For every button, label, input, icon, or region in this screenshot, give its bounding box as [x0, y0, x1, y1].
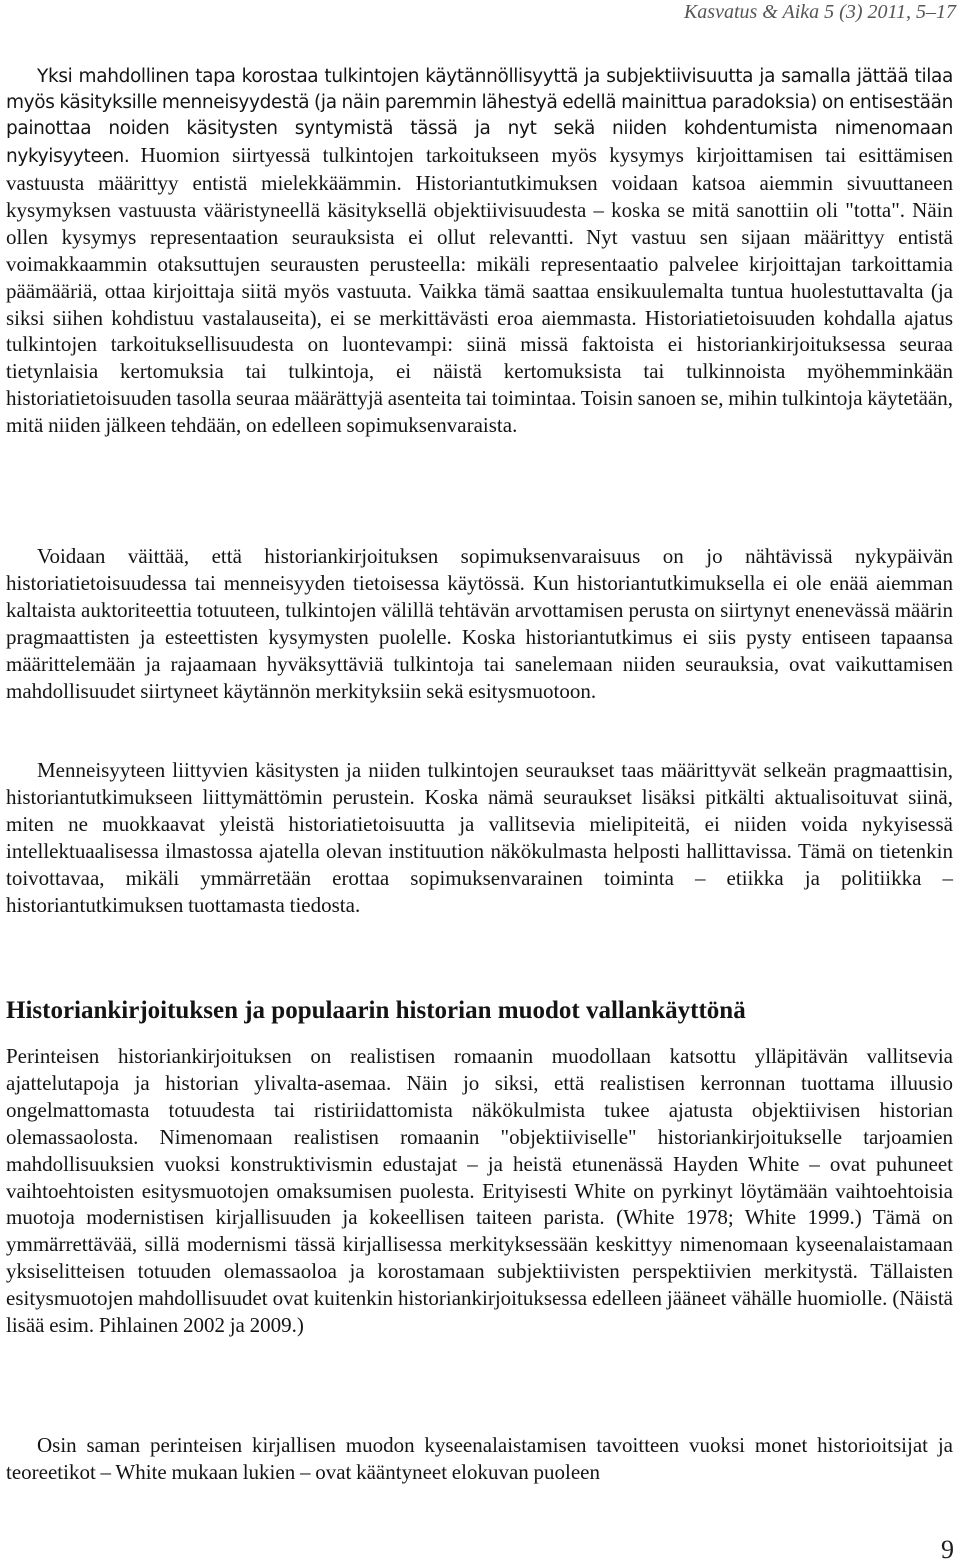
- paragraph-1: [6, 64, 953, 439]
- running-header: Kasvatus & Aika 5 (3) 2011, 5–17: [683, 1, 956, 23]
- paragraph-1-serif-text-b: Nyt vastuu sen sijaan määrittyy entistä voimakkaammin otaksuttujen seurausten perusteella: mikäli representaatio palvelee kirjoittajan tarkoittamia päämääriä, ottaa kirjoittaja siitä myös vastuuta. Vaikka tämä saattaa ensikuulemalta tuntua huolestuttavalta (ja siksi siihen kohdistuu vastalauseita), ei se merkittävästi eroa aiemmasta. Historiatietoisuuden kohdalla ajatus tulkintojen tarkoituksellisuudesta on luontevampi: siinä missä faktoista ei historiankirjoituksessa seuraa tietynlaisia kertomuksia tai tulkintoja, ei näistä kertomuksista tai tulkinnoista myöhemminkään historiatietoisuuden tasolla seuraa määrättyjä asenteita tai toimintaa. Toisin sanoen se, mihin tulkintoja käytetään, mitä niiden jälkeen tehdään, on edelleen sopimuksenvaraista.: [6, 224, 953, 438]
- section-heading: Historiankirjoituksen ja populaarin historian muodot vallankäyttönä: [6, 997, 746, 1024]
- paragraph-1-serif-text-a: Huomion siirtyessä tulkintojen tarkoitukseen myös kysymys kirjoittamisen tai esittämisen vastuusta määrittyy entistä mielekkäämmin. Historiantutkimuksen voidaan katsoa aiemmin sivuuttaneen kysymyksen vastuusta vääristyneellä käsityksellä objektiivisuudesta – koska se mitä sanottiin oli "totta". Näin ollen kysymys representaation seurauksista ei ollut relevantti.: [6, 143, 954, 249]
- paragraph-3: Menneisyyteen liittyvien käsitysten ja niiden tulkintojen seuraukset taas määrittyvät selkeän pragmaattisin, historiantutkimukseen liittymättömin perustein. Koska nämä seuraukset lisäksi pitkälti aktualisoituvat siinä, miten ne muokkaavat yleistä historiatietoisuutta ja vallitsevia mielipiteitä, ei niiden voida nykyisessä intellektuaalisessa ilmastossa ajatella olevan instituution näkökulmasta helposti hallittavissa. Tämä on tietenkin toivottavaa, mikäli ymmärretään erottaa sopimuksenvarainen toiminta – etiikka ja politiikka – historiantutkimuksen tuottamasta tiedosta.: [6, 758, 953, 917]
- page-number: 9: [941, 1535, 954, 1564]
- paragraph-2: Voidaan väittää, että historiankirjoituksen sopimuksenvaraisuus on jo nähtävissä nykypäivän historiatietoisuudessa tai menneisyyden tietoisessa käytössä. Kun historiantutkimuksella ei ole enää aiemman kaltaista auktoriteettia totuuteen, tulkintojen välillä tehtävän arvottamisen perusta on siirtynyt enenevässä määrin pragmaattisten ja esteettisten kysymysten puolelle. Koska historiantutkimus ei siis pysty entiseen tapaansa määrittelemään ja rajaamaan hyväksyttäviä tulkintoja tai sanelemaan niiden seurauksia, ovat vaikuttamisen mahdollisuudet siirtyneet käytännön merkityksiin sekä esitysmuotoon.: [6, 544, 953, 703]
- paragraph-5: Osin saman perinteisen kirjallisen muodon kyseenalaistamisen tavoitteen vuoksi monet historioitsijat ja teoreetikot – White mukaan lukien – ovat kääntyneet elokuvan puoleen: [6, 1433, 953, 1484]
- paragraph-4: Perinteisen historiankirjoituksen on realistisen romaanin muodollaan katsottu ylläpitävän vallitsevia ajattelutapoja ja historian ylivalta-asemaa. Näin jo siksi, että realistisen kerronnan tuottama illuusio ongelmattomasta totuudesta tai ristiriidattomista näkökulmista tukee ajatusta objektiivisen historian olemassaolosta. Nimenomaan realistisen romaanin "objektiiviselle" historiankirjoitukselle tarjoamien mahdollisuuksien vuoksi konstruktivismin edustajat – ja heistä etunenässä Hayden White – ovat puhuneet vaihtoehtoisten esitysmuotojen omaksumisen puolesta. Erityisesti White on pyrkinyt löytämään vaihtoehtoisia muotoja modernistisen kirjallisuuden ja kokeellisen taiteen parista. (White 1978; White 1999.) Tämä on ymmärrettävää, sillä modernismi tässä kirjallisessa merkityksessään keskittyy nimenomaan kyseenalaistamaan yksiselitteisen totuuden olemassaoloa ja korostamaan subjektiivisten perspektiivien merkitystä. Tällaisten esitysmuotojen mahdollisuudet ovat kuitenkin historiankirjoituksessa edelleen jääneet vähälle huomiolle. (Näistä lisää esim. Pihlainen 2002 ja 2009.): [6, 1044, 953, 1338]
- paragraph-1-sans-text: Yksi mahdollinen tapa korostaa tulkintojen käytännöllisyyttä ja subjektiivisuutta ja samalla jättää tilaa myös käsityksille menneisyydestä (ja näin paremmin lähestyä edellä mainittua paradoksia) on entisestään painottaa noiden käsitysten syntymistä tässä ja nyt sekä niiden kohdentumista nimenomaan nykyisyyteen.: [6, 66, 953, 167]
